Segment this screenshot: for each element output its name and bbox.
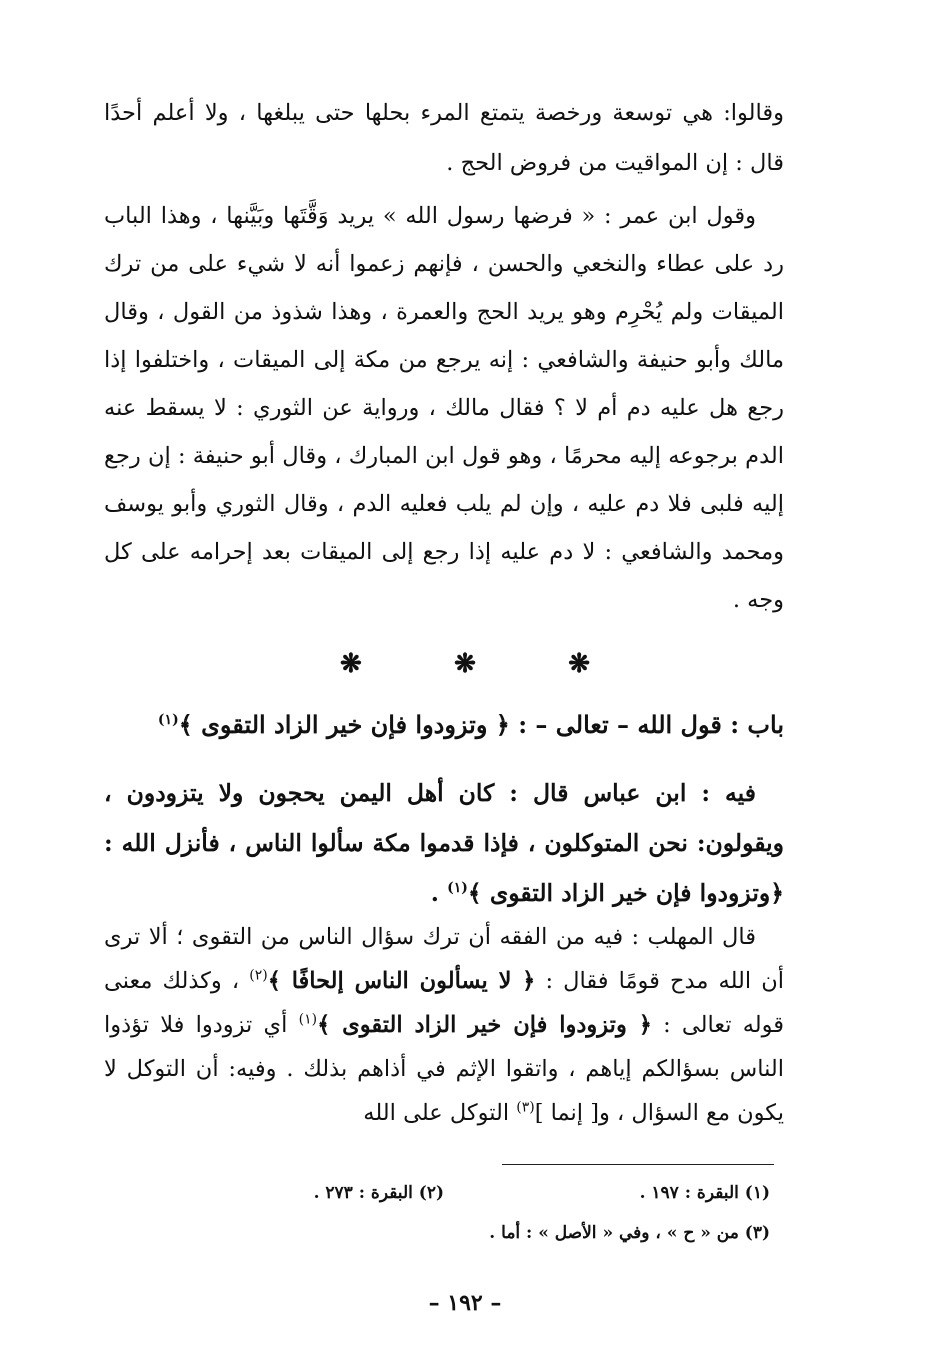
chapter-heading: [104, 700, 784, 750]
star-ornament-icon: ❋: [340, 649, 362, 679]
footnote-ref: (٢): [249, 967, 268, 984]
footnote-ref: (١): [298, 1011, 318, 1028]
footnote-ref: (٣): [516, 1099, 535, 1116]
paragraph-4-part-1: قال المهلب : فيه من الفقه أن ترك سؤال الناس من التقوى ؛ ألا ترى أن الله مدح قومًا فقال :: [104, 924, 785, 994]
paragraph-4-part-3: أي تزودوا فلا تؤذوا الناس بسؤالكم إياهم ، واتقوا الإثم في أذاهم بذلك . وفيه: أن التوكل لا يكون مع السؤال ، و[ إنما ]: [104, 1012, 784, 1126]
quran-quote: ﴿ وتزودوا فإن خير الزاد التقوى ﴾: [317, 1012, 652, 1038]
star-ornament-icon: ❋: [454, 649, 476, 679]
footnote-2: (٢) البقرة : ٢٧٣ .: [313, 1183, 444, 1203]
footnote-ref: (١): [447, 880, 468, 897]
quran-quote: ﴿ لا يسألون الناس إلحافًا ﴾: [267, 968, 536, 994]
paragraph-4-part-2: ، وكذلك معنى قوله تعالى :: [104, 968, 784, 1038]
paragraph-3: [104, 768, 784, 918]
chapter-heading-text: باب : قول الله – تعالى – : ﴿ وتزودوا فإن خير الزاد التقوى ﴾: [178, 710, 784, 739]
paragraph-3-end: .: [430, 879, 448, 907]
footnote-1: (١) البقرة : ١٩٧ .: [639, 1183, 770, 1203]
paragraph-4: [104, 915, 784, 1135]
section-separator: [340, 644, 590, 684]
paragraph-2: [104, 192, 784, 624]
paragraph-4-part-4: التوكل على الله: [363, 1100, 517, 1126]
paragraph-1: [104, 88, 784, 188]
page-number: – ١٩٢ –: [428, 1290, 502, 1316]
footnote-3: (٣) من « ح » ، وفي « الأصل » : أما .: [489, 1223, 770, 1243]
paragraph-2-text: وقول ابن عمر : « فرضها رسول الله » يريد وَقَّتَها وبَيَّنها ، وهذا الباب رد على عطاء والنخعي والحسن ، فإنهم زعموا أنه لا شيء على من ترك الميقات ولم يُحْرِم وهو يريد الحج والعمرة ، وهذا شذوذ من القول ، وقال مالك وأبو حنيفة والشافعي : إنه يرجع من مكة إلى الميقات ، واختلفوا إذا رجع هل عليه دم أم لا ؟ فقال مالك ، ورواية عن الثوري : لا يسقط عنه الدم برجوعه إليه محرمًا ، وهو قول ابن المبارك ، وقال أبو حنيفة : إن رجع إليه فلبى فلا دم عليه ، وإن لم يلب فعليه الدم ، وقال الثوري وأبو يوسف ومحمد والشافعي : لا دم عليه إذا رجع إلى الميقات بعد إحرامه على كل وجه .: [104, 203, 784, 613]
star-ornament-icon: ❋: [568, 649, 590, 679]
paragraph-1-text: وقالوا: هي توسعة ورخصة يتمتع المرء بحلها حتى يبلغها ، ولا أعلم أحدًا قال : إن المواقيت من فروض الحج .: [104, 100, 784, 176]
paragraph-3-text: فيه : ابن عباس قال : كان أهل اليمن يحجون ولا يتزودون ، ويقولون: نحن المتوكلون ، فإذا قدموا مكة سألوا الناس ، فأنزل الله : ﴿وتزودوا فإن خير الزاد التقوى ﴾: [104, 779, 784, 907]
footnote-ref: (١): [157, 712, 179, 728]
footnote-divider: [502, 1164, 774, 1165]
